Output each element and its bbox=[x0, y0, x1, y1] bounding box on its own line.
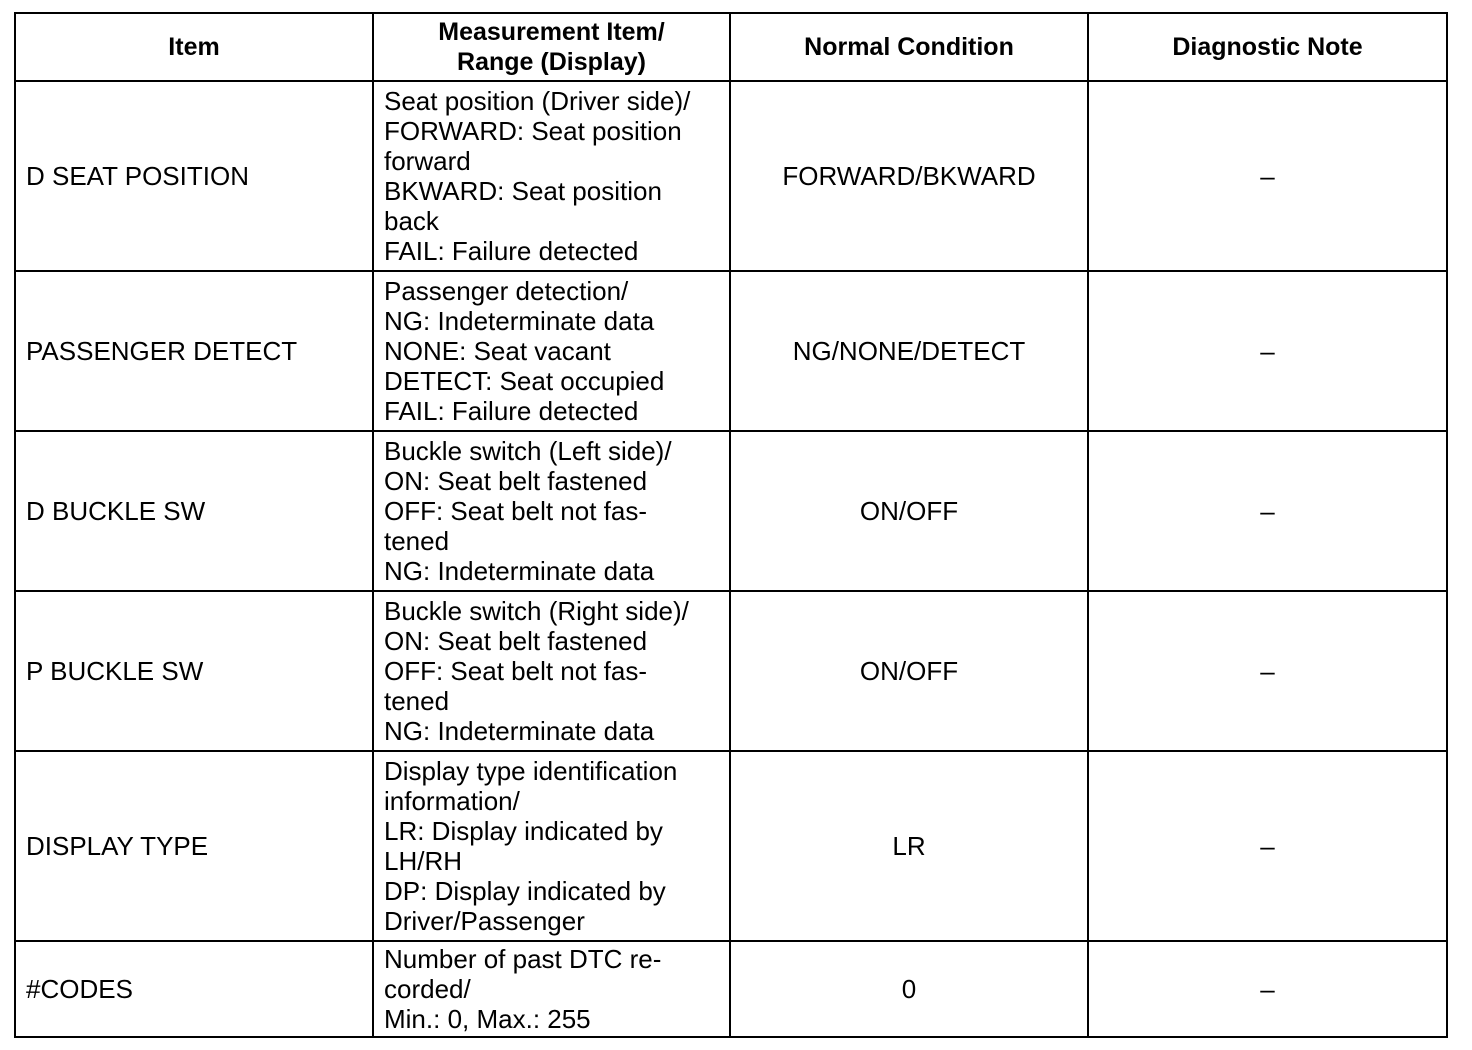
cell-item: D BUCKLE SW bbox=[15, 431, 373, 591]
cell-diagnostic-note: – bbox=[1088, 431, 1447, 591]
header-measurement-item bbox=[373, 13, 730, 81]
cell-item: #CODES bbox=[15, 941, 373, 1037]
cell-range: Passenger detection/ NG: Indeterminate data NONE: Seat vacant DETECT: Seat occupied FAIL: Failure detected bbox=[373, 271, 730, 431]
table-row bbox=[15, 81, 1447, 271]
cell-normal-condition: ON/OFF bbox=[730, 431, 1088, 591]
cell-item: PASSENGER DETECT bbox=[15, 271, 373, 431]
cell-normal-condition: ON/OFF bbox=[730, 591, 1088, 751]
table-row bbox=[15, 941, 1447, 1037]
cell-diagnostic-note: – bbox=[1088, 941, 1447, 1037]
header-diagnostic-note: Diagnostic Note bbox=[1088, 13, 1447, 81]
cell-normal-condition: FORWARD/BKWARD bbox=[730, 81, 1088, 271]
cell-diagnostic-note: – bbox=[1088, 271, 1447, 431]
cell-normal-condition: 0 bbox=[730, 941, 1088, 1037]
cell-range: Buckle switch (Right side)/ ON: Seat belt fastened OFF: Seat belt not fas- tened NG: Indeterminate data bbox=[373, 591, 730, 751]
cell-item: D SEAT POSITION bbox=[15, 81, 373, 271]
cell-diagnostic-note: – bbox=[1088, 591, 1447, 751]
cell-normal-condition: NG/NONE/DETECT bbox=[730, 271, 1088, 431]
table-row bbox=[15, 271, 1447, 431]
header-measurement-line1: Measurement Item/ bbox=[438, 18, 665, 46]
cell-diagnostic-note: – bbox=[1088, 751, 1447, 941]
cell-diagnostic-note: – bbox=[1088, 81, 1447, 271]
header-item: Item bbox=[15, 13, 373, 81]
header-normal-condition: Normal Condition bbox=[730, 13, 1088, 81]
data-list-table bbox=[14, 12, 1448, 1038]
cell-range: Buckle switch (Left side)/ ON: Seat belt fastened OFF: Seat belt not fas- tened NG: Indeterminate data bbox=[373, 431, 730, 591]
table-row bbox=[15, 431, 1447, 591]
cell-normal-condition: LR bbox=[730, 751, 1088, 941]
cell-range: Display type identification information/ LR: Display indicated by LH/RH DP: Display indicated by Driver/Passenger bbox=[373, 751, 730, 941]
cell-item: DISPLAY TYPE bbox=[15, 751, 373, 941]
table-row bbox=[15, 591, 1447, 751]
cell-range: Number of past DTC re- corded/ Min.: 0, Max.: 255 bbox=[373, 941, 730, 1037]
cell-item: P BUCKLE SW bbox=[15, 591, 373, 751]
cell-range: Seat position (Driver side)/ FORWARD: Seat position forward BKWARD: Seat position back FAIL: Failure detected bbox=[373, 81, 730, 271]
table-header-row bbox=[15, 13, 1447, 81]
table-row bbox=[15, 751, 1447, 941]
header-measurement-line2: Range (Display) bbox=[457, 48, 646, 76]
